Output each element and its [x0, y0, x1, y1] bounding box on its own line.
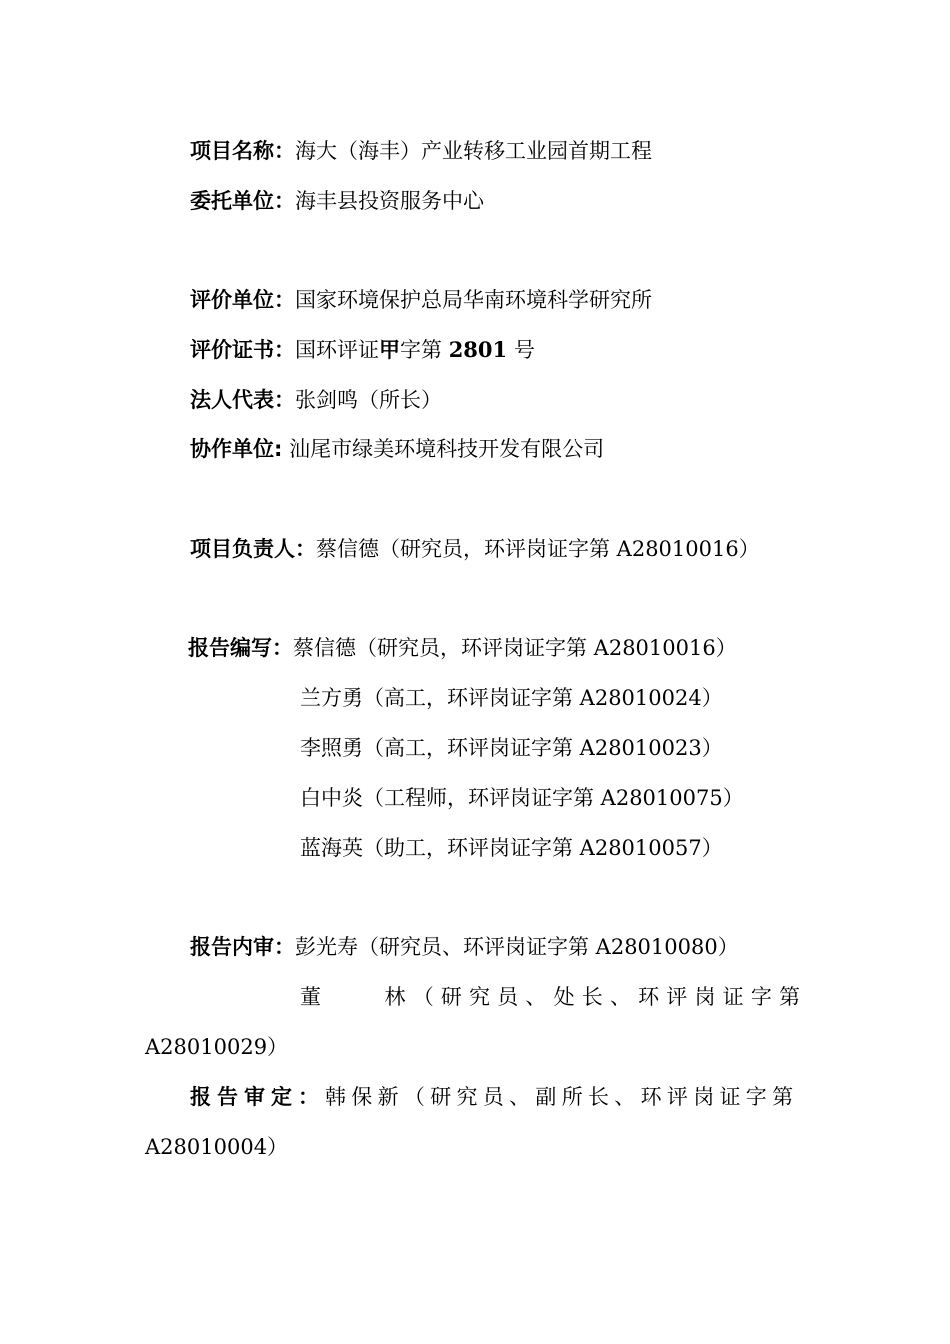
cooperator-value: 汕尾市绿美环境科技开发有限公司 [282, 437, 605, 461]
cooperator-label: 协作单位: [190, 437, 283, 461]
internal-reviewer-2-line2: A28010029） [145, 1035, 289, 1059]
project-name-value: 海大（海丰）产业转移工业园首期工程 [295, 139, 652, 163]
evaluator-value: 国家环境保护总局华南环境科学研究所 [295, 288, 652, 312]
report-writers-row [188, 634, 737, 662]
client-label: 委托单位： [190, 189, 295, 213]
project-lead-row [190, 535, 760, 563]
report-writer-1: 蔡信德（研究员，环评岗证字第 A28010016） [293, 636, 737, 660]
certificate-row [190, 336, 535, 364]
client-value: 海丰县投资服务中心 [295, 189, 484, 213]
certificate-number: 2801 [448, 337, 508, 362]
project-lead-value: 蔡信德（研究员，环评岗证字第 A28010016） [316, 537, 760, 561]
legal-rep-row [190, 386, 442, 414]
final-review-label: 报告审定： [190, 1085, 325, 1109]
certificate-label: 评价证书： [190, 338, 295, 362]
certificate-grade: 甲 [379, 338, 400, 362]
project-name-label: 项目名称： [190, 139, 295, 163]
evaluator-row [190, 286, 652, 314]
cooperator-row [190, 435, 604, 463]
internal-reviewer-1: 彭光寿（研究员、环评岗证字第 A28010080） [295, 935, 739, 959]
internal-review-row [190, 933, 739, 961]
final-reviewer-line2: A28010004） [145, 1135, 289, 1159]
report-writer-3: 李照勇（高工，环评岗证字第 A28010023） [300, 736, 723, 760]
final-review-row [190, 1083, 806, 1111]
certificate-suffix: 号 [507, 338, 535, 362]
certificate-mid: 字第 [400, 338, 449, 362]
client-row [190, 187, 484, 215]
report-writer-5: 蓝海英（助工，环评岗证字第 A28010057） [300, 836, 723, 860]
evaluator-label: 评价单位： [190, 288, 295, 312]
internal-review-label: 报告内审： [190, 935, 295, 959]
report-writer-4: 白中炎（工程师，环评岗证字第 A28010075） [300, 786, 744, 810]
legal-rep-value: 张剑鸣（所长） [295, 388, 442, 412]
final-reviewer-line1: 韩保新（研究员、副所长、环评岗证字第 [325, 1085, 799, 1109]
project-name-row [190, 137, 652, 165]
certificate-prefix: 国环评证 [295, 338, 379, 362]
legal-rep-label: 法人代表： [190, 388, 295, 412]
report-writers-label: 报告编写： [188, 636, 293, 660]
internal-reviewer-2-line1: 董 林（研究员、处长、环评岗证字第 [300, 985, 806, 1009]
report-writer-2: 兰方勇（高工，环评岗证字第 A28010024） [300, 686, 723, 710]
project-lead-label: 项目负责人： [190, 537, 316, 561]
